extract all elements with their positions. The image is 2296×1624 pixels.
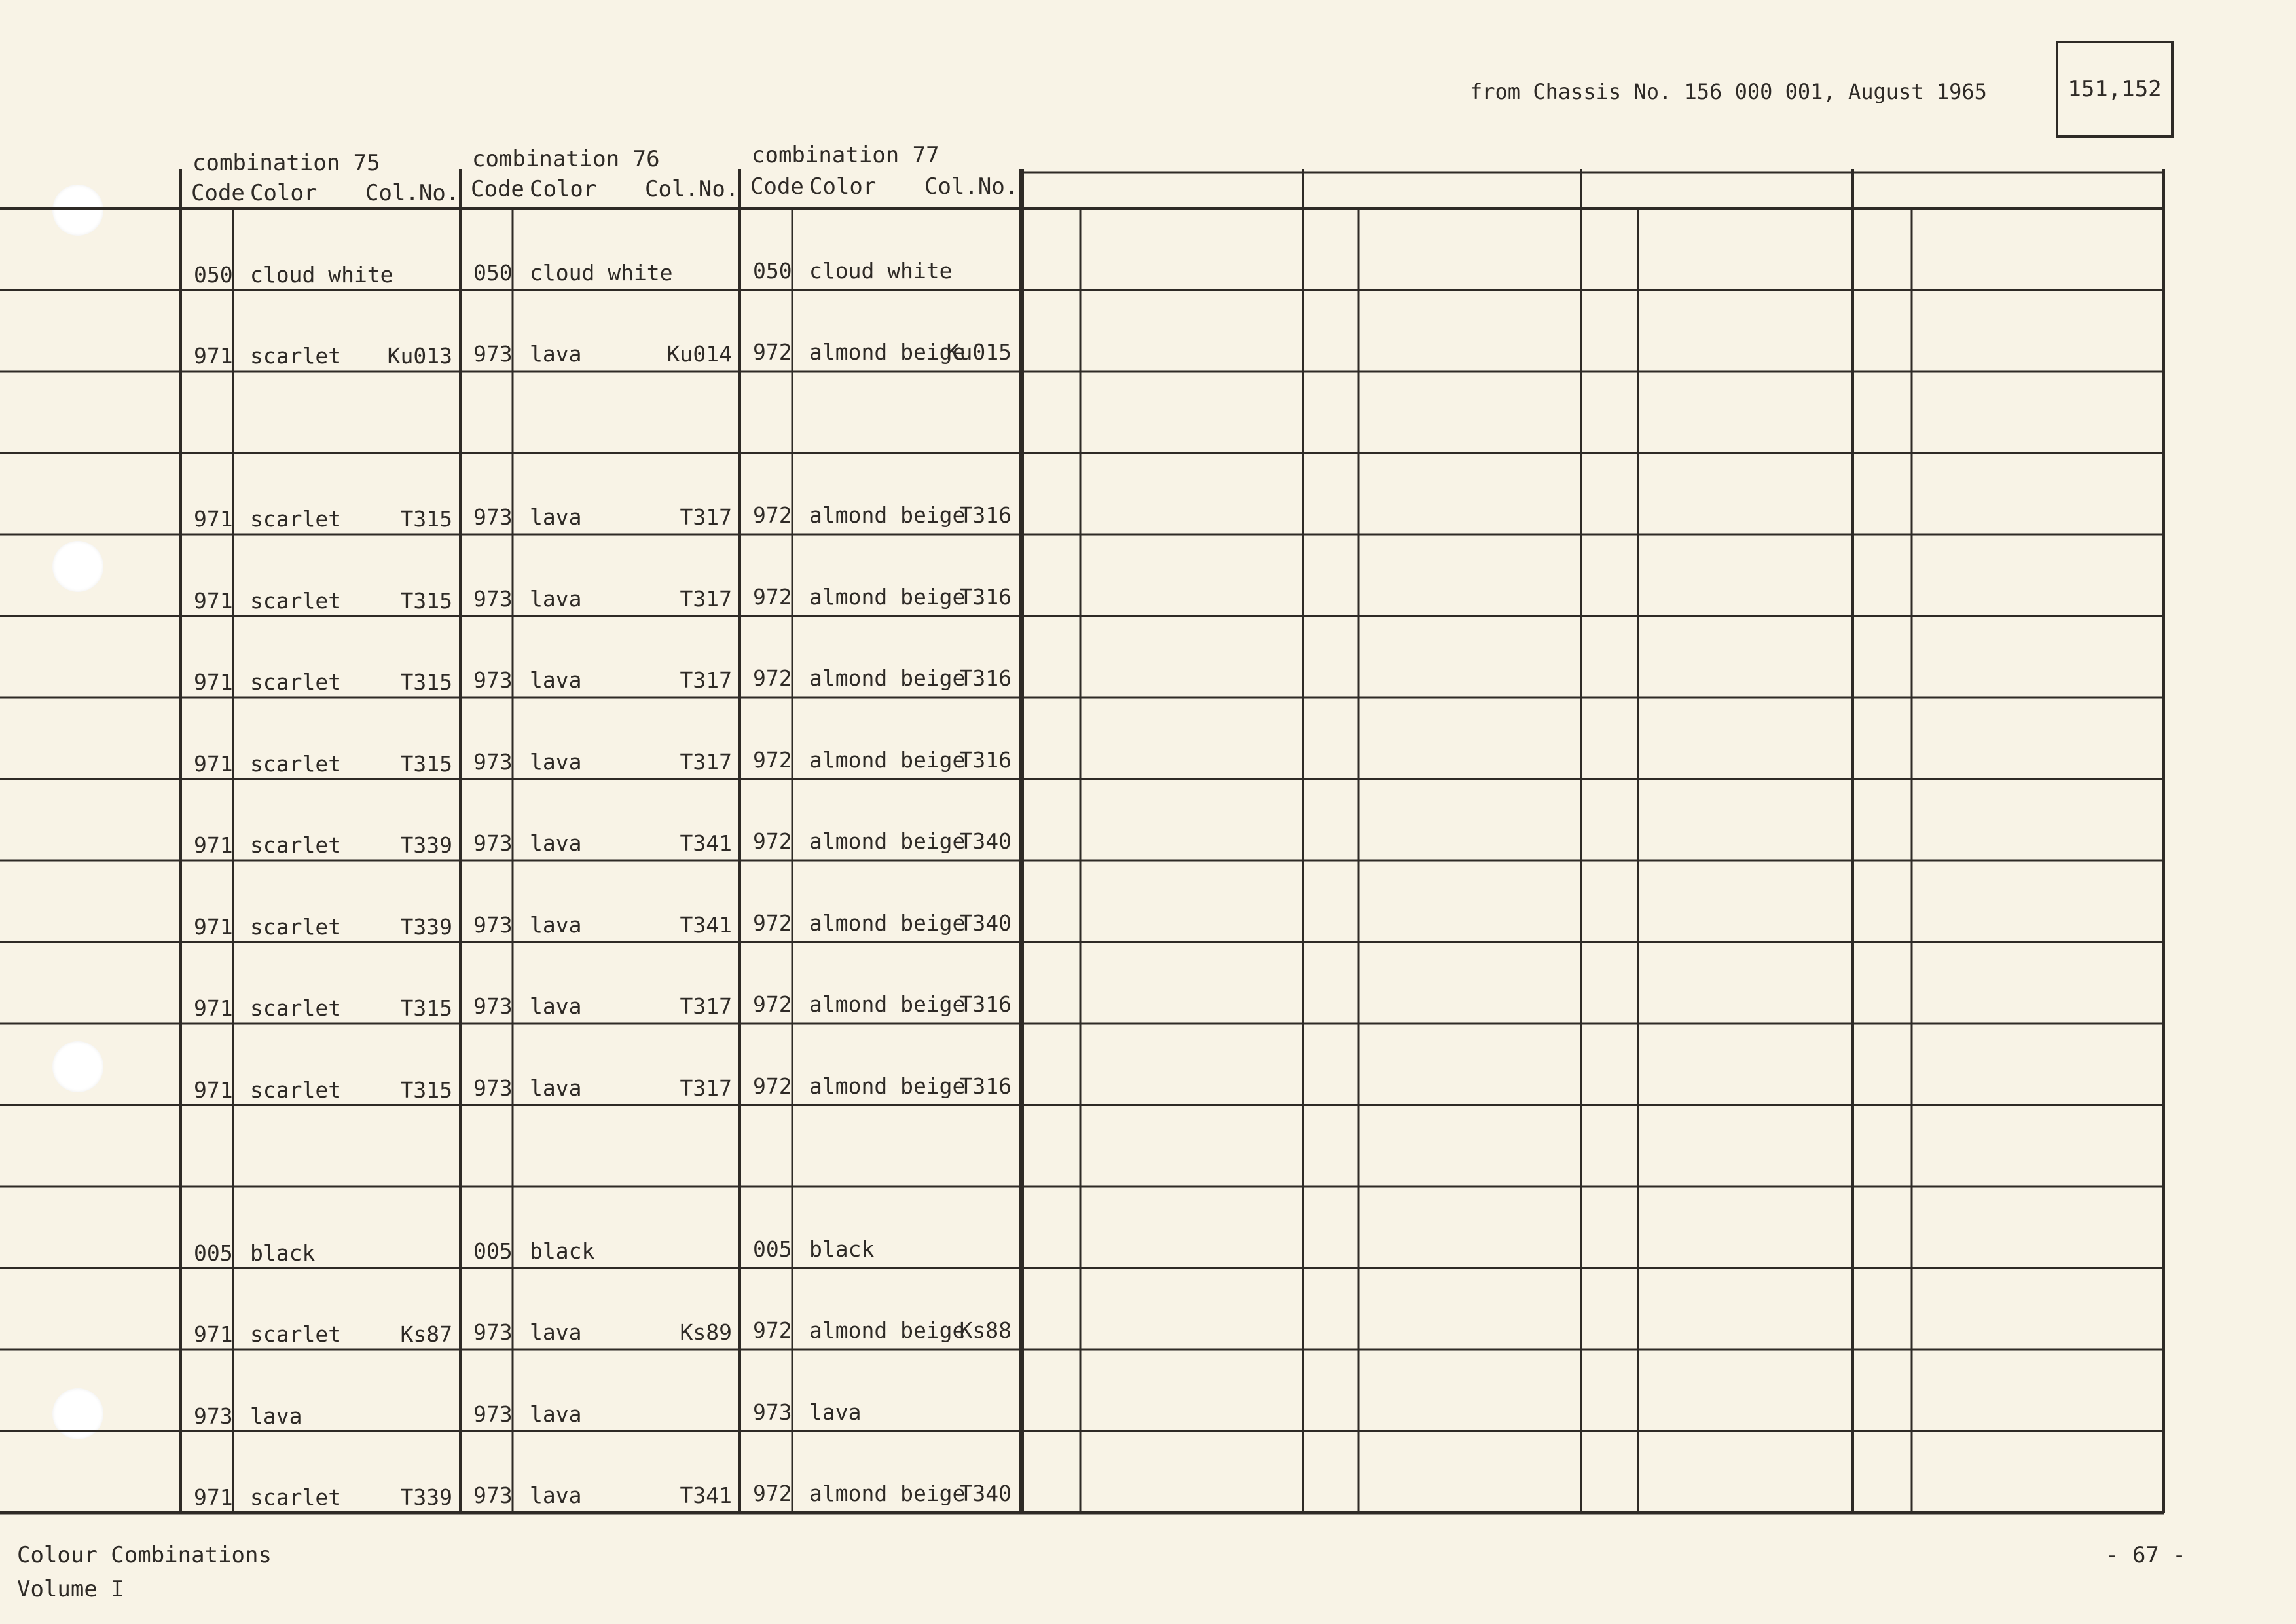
cell-colno: T317 [680, 667, 732, 693]
cell-code: 973 [753, 1399, 792, 1425]
cell-color: lava [530, 1483, 582, 1508]
cell-color: lava [809, 1399, 862, 1425]
cell-colno: T340 [959, 1481, 1011, 1506]
chassis-note: from Chassis No. 156 000 001, August 1965 [1470, 79, 1987, 104]
cell-code: 972 [753, 502, 792, 528]
cell-code: 972 [753, 1318, 792, 1343]
cell-code: 972 [753, 1481, 792, 1506]
cell-color: almond beige [809, 991, 966, 1017]
cell-color: scarlet [250, 669, 342, 695]
color-header: Color [809, 174, 877, 200]
cell-color: almond beige [809, 502, 966, 528]
combination-label: combination 76 [472, 146, 660, 172]
cell-color: cloud white [250, 261, 393, 287]
cell-colno: T340 [959, 828, 1011, 854]
cell-code: 005 [194, 1240, 233, 1266]
cell-code: 973 [473, 1075, 513, 1101]
cell-code: 973 [473, 585, 513, 612]
cell-colno: T316 [959, 747, 1011, 773]
cell-code: 971 [194, 1077, 233, 1103]
code-header: Code [471, 176, 524, 202]
cell-code: 971 [194, 1321, 233, 1347]
cell-code: 973 [473, 341, 513, 367]
cell-colno: T315 [400, 750, 452, 777]
cell-colno: T317 [680, 585, 732, 612]
cell-color: black [809, 1236, 875, 1262]
page-number: - 67 - [2105, 1542, 2186, 1568]
cell-color: almond beige [809, 339, 966, 365]
cell-code: 972 [753, 910, 792, 936]
cell-code: 973 [194, 1403, 233, 1429]
cell-code: 973 [473, 1401, 513, 1427]
cell-code: 972 [753, 747, 792, 773]
cell-color: scarlet [250, 343, 342, 369]
cell-color: lava [530, 504, 582, 530]
cell-color: lava [530, 667, 582, 693]
cell-code: 973 [473, 1320, 513, 1345]
code-header: Code [191, 180, 245, 206]
cell-color: scarlet [250, 832, 342, 858]
cell-color: cloud white [530, 259, 673, 286]
cell-colno: T317 [680, 748, 732, 775]
cell-color: almond beige [809, 665, 966, 691]
code-header: Code [750, 174, 804, 200]
cell-color: scarlet [250, 587, 342, 614]
cell-color: almond beige [809, 1318, 966, 1343]
cell-color: lava [530, 585, 582, 612]
cell-color: lava [530, 1075, 582, 1101]
cell-colno: T317 [680, 1075, 732, 1101]
cell-color: scarlet [250, 750, 342, 777]
footer-title: Colour Combinations [17, 1542, 272, 1568]
cell-color: scarlet [250, 995, 342, 1021]
cell-color: scarlet [250, 913, 342, 940]
cell-code: 972 [753, 991, 792, 1017]
cell-color: scarlet [250, 1485, 342, 1510]
cell-color: lava [530, 993, 582, 1019]
cell-color: lava [530, 341, 582, 367]
cell-code: 973 [473, 830, 513, 856]
cell-color: almond beige [809, 583, 966, 610]
cell-colno: T316 [959, 502, 1011, 528]
cell-colno: T339 [400, 832, 452, 858]
cell-code: 973 [473, 993, 513, 1019]
cell-color: scarlet [250, 1077, 342, 1103]
cell-colno: T315 [400, 1077, 452, 1103]
cell-code: 971 [194, 343, 233, 369]
cell-code: 972 [753, 339, 792, 365]
cell-colno: T316 [959, 583, 1011, 610]
cell-colno: T340 [959, 910, 1011, 936]
cell-color: lava [530, 1401, 582, 1427]
colno-header: Col.No. [645, 176, 739, 202]
cell-code: 971 [194, 750, 233, 777]
cell-code: 971 [194, 669, 233, 695]
cell-colno: T341 [680, 912, 732, 938]
cell-colno: Ks89 [680, 1320, 732, 1345]
cell-code: 973 [473, 504, 513, 530]
cell-colno: Ku014 [666, 341, 732, 367]
cell-color: black [250, 1240, 316, 1266]
cell-code: 972 [753, 1073, 792, 1099]
cell-colno: T339 [400, 913, 452, 940]
color-header: Color [530, 176, 597, 202]
cell-code: 050 [473, 259, 513, 286]
cell-color: black [530, 1238, 595, 1264]
cell-colno: Ks88 [959, 1318, 1011, 1343]
cell-color: almond beige [809, 1481, 966, 1506]
cell-color: almond beige [809, 910, 966, 936]
footer-volume: Volume I [17, 1576, 124, 1602]
cell-code: 971 [194, 832, 233, 858]
cell-color: almond beige [809, 1073, 966, 1099]
cell-color: lava [250, 1403, 302, 1429]
cell-code: 050 [194, 261, 233, 287]
cell-code: 005 [753, 1236, 792, 1262]
cell-colno: T316 [959, 1073, 1011, 1099]
cell-colno: T316 [959, 665, 1011, 691]
colno-header: Col.No. [365, 180, 460, 206]
cell-code: 971 [194, 1485, 233, 1510]
cell-colno: T341 [680, 1483, 732, 1508]
cell-colno: T317 [680, 993, 732, 1019]
cell-colno: T316 [959, 991, 1011, 1017]
cell-colno: T315 [400, 669, 452, 695]
cell-colno: T341 [680, 830, 732, 856]
cell-code: 973 [473, 1483, 513, 1508]
cell-colno: T317 [680, 504, 732, 530]
cell-colno: T315 [400, 587, 452, 614]
cell-code: 050 [753, 257, 792, 284]
cell-colno: T315 [400, 506, 452, 532]
cell-code: 971 [194, 995, 233, 1021]
colno-header: Col.No. [924, 174, 1019, 200]
cell-color: cloud white [809, 257, 953, 284]
cell-color: scarlet [250, 1321, 342, 1347]
combination-label: combination 75 [192, 150, 380, 176]
cell-code: 972 [753, 828, 792, 854]
cell-color: scarlet [250, 506, 342, 532]
cell-colno: Ku013 [387, 343, 452, 369]
cell-color: almond beige [809, 828, 966, 854]
cell-colno: Ks87 [400, 1321, 452, 1347]
color-header: Color [250, 180, 318, 206]
cell-code: 973 [473, 748, 513, 775]
cell-code: 971 [194, 913, 233, 940]
cell-code: 973 [473, 667, 513, 693]
cell-code: 973 [473, 912, 513, 938]
cell-code: 971 [194, 506, 233, 532]
cell-code: 971 [194, 587, 233, 614]
cell-color: almond beige [809, 747, 966, 773]
cell-colno: T339 [400, 1485, 452, 1510]
cell-color: lava [530, 830, 582, 856]
cell-code: 972 [753, 665, 792, 691]
cell-colno: Ku015 [946, 339, 1011, 365]
cell-color: lava [530, 748, 582, 775]
cell-code: 972 [753, 583, 792, 610]
cell-colno: T315 [400, 995, 452, 1021]
cell-code: 005 [473, 1238, 513, 1264]
reference-number: 151,152 [2068, 76, 2162, 102]
combination-label: combination 77 [752, 142, 939, 168]
cell-color: lava [530, 1320, 582, 1345]
cell-color: lava [530, 912, 582, 938]
